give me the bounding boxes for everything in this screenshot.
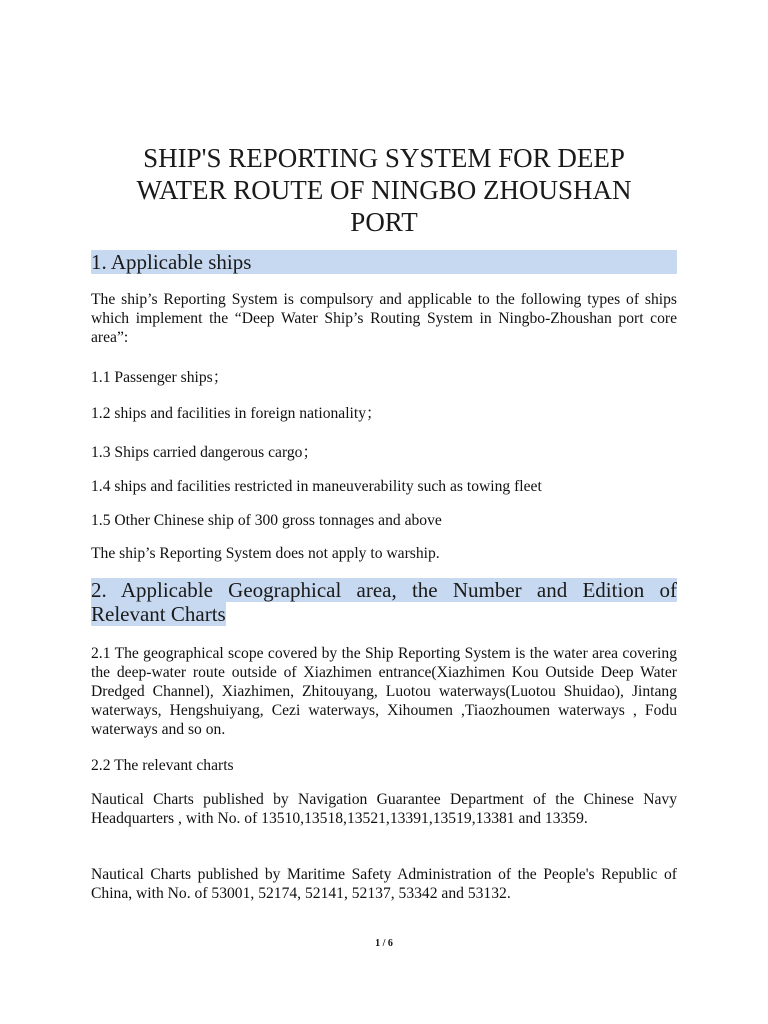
page-number: 1 / 6 <box>375 938 393 949</box>
section-2-paragraph-1: 2.1 The geographical scope covered by the Ship Reporting System is the water area covering the deep-water route outside of Xiazhimen entrance(Xiazhimen Kou Outside Deep Water Dredged Channel), Xiazhimen, Zhitouyang, Luotou waterways(Luotou Shuidao), Jintang waterways, Hengshuiyang, Cezi waterways, Xihoumen ,Tiaozhoumen waterways , Fodu waterways and so on. <box>91 645 677 738</box>
list-item-1-4: 1.4 ships and facilities restricted in maneuverability such as towing fleet <box>91 478 542 495</box>
list-item-1-5: 1.5 Other Chinese ship of 300 gross tonnages and above <box>91 512 442 529</box>
document-title: SHIP'S REPORTING SYSTEM FOR DEEP WATER ROUTE OF NINGBO ZHOUSHAN PORT <box>136 143 632 237</box>
section-2-paragraph-2: 2.2 The relevant charts <box>91 757 234 774</box>
list-item-1-2: 1.2 ships and facilities in foreign nationality； <box>91 405 382 422</box>
section-1-heading: 1. Applicable ships <box>91 250 677 274</box>
list-item-1-3: 1.3 Ships carried dangerous cargo； <box>91 444 319 461</box>
section-1-intro: The ship’s Reporting System is compulsory and applicable to the following types of ships which implement the “Deep Water Ship’s Routing System in Ningbo-Zhoushan port core area”: <box>91 291 677 346</box>
section-2-paragraph-4: Nautical Charts published by Maritime Safety Administration of the People's Republic of China, with No. of 53001, 52174, 52141, 52137, 53342 and 53132. <box>91 866 677 902</box>
section-2-heading <box>91 578 677 626</box>
section-1-note: The ship’s Reporting System does not apply to warship. <box>91 545 440 562</box>
section-2-heading-text: 2. Applicable Geographical area, the Number and Edition of Relevant Charts <box>91 578 677 626</box>
list-item-1-1: 1.1 Passenger ships； <box>91 369 229 386</box>
section-2-paragraph-3: Nautical Charts published by Navigation Guarantee Department of the Chinese Navy Headquarters , with No. of 13510,13518,13521,13391,13519,13381 and 13359. <box>91 791 677 827</box>
